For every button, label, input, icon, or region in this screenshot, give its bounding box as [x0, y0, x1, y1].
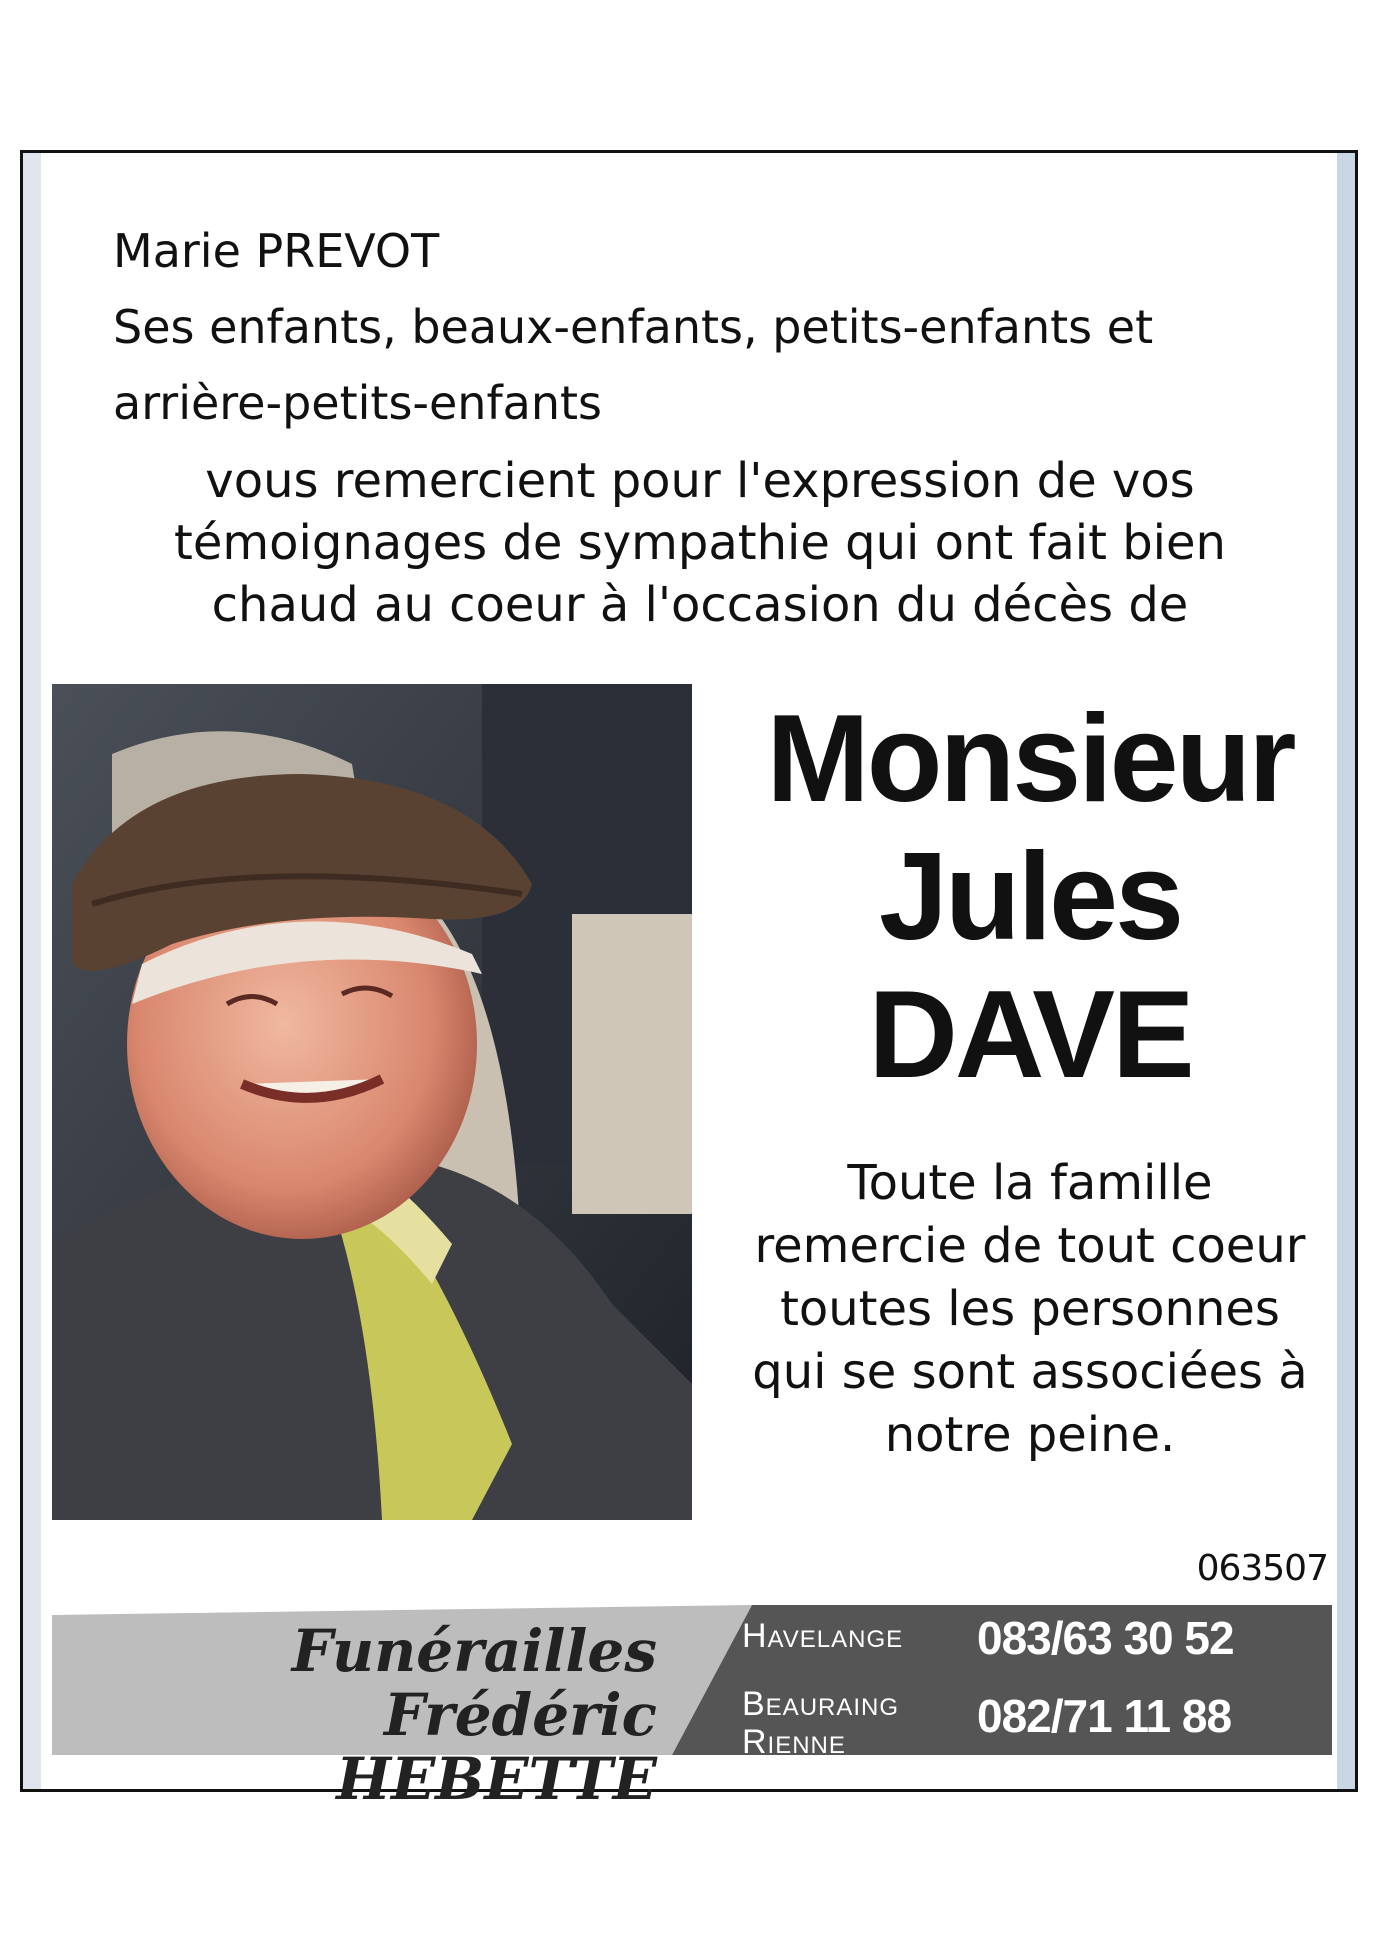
thanks-from-block	[113, 213, 1293, 441]
deceased-portrait-photo	[52, 684, 692, 1520]
family-line-4: qui se sont associées à	[752, 1344, 1308, 1400]
phone-havelange: 083/63 30 52	[977, 1612, 1234, 1664]
location-havelange: Havelange	[742, 1617, 904, 1655]
funeral-home-line-1: Funérailles	[291, 1617, 657, 1685]
location-beauraing: Beauraing	[742, 1685, 900, 1723]
family-line-5: notre peine.	[884, 1407, 1176, 1463]
message-line-3: chaud au coeur à l'occasion du décès de	[211, 577, 1189, 633]
contact-row-havelange	[742, 1612, 1234, 1664]
family-message	[710, 1152, 1350, 1467]
funeral-home-banner	[52, 1605, 1332, 1813]
funeral-home-line-2: Frédéric HEBETTE	[336, 1681, 657, 1813]
family-line-3: toutes les personnes	[780, 1281, 1280, 1337]
intro-line-3: arrière-petits-enfants	[113, 376, 602, 430]
message-line-1: vous remercient pour l'expression de vos	[205, 453, 1195, 509]
thanks-message	[70, 450, 1330, 636]
family-line-2: remercie de tout coeur	[754, 1218, 1306, 1274]
intro-line-2: Ses enfants, beaux-enfants, petits-enfants et	[113, 300, 1154, 354]
contact-row-beauraing	[742, 1685, 1232, 1761]
family-line-1: Toute la famille	[847, 1155, 1213, 1211]
portrait-illustration	[52, 684, 692, 1520]
deceased-name	[720, 690, 1340, 1104]
reference-number: 063507	[1196, 1548, 1328, 1589]
message-line-2: témoignages de sympathie qui ont fait bien	[174, 515, 1226, 571]
location-rienne: Rienne	[742, 1723, 846, 1761]
phone-beauraing: 082/71 11 88	[977, 1690, 1232, 1742]
deceased-title: Monsieur	[766, 690, 1294, 828]
intro-line-1: Marie PREVOT	[113, 224, 440, 278]
deceased-first-name: Jules	[878, 828, 1182, 966]
deceased-last-name: DAVE	[868, 966, 1192, 1104]
funeral-home-name	[52, 1619, 657, 1811]
frame-edge-left	[23, 153, 41, 1789]
